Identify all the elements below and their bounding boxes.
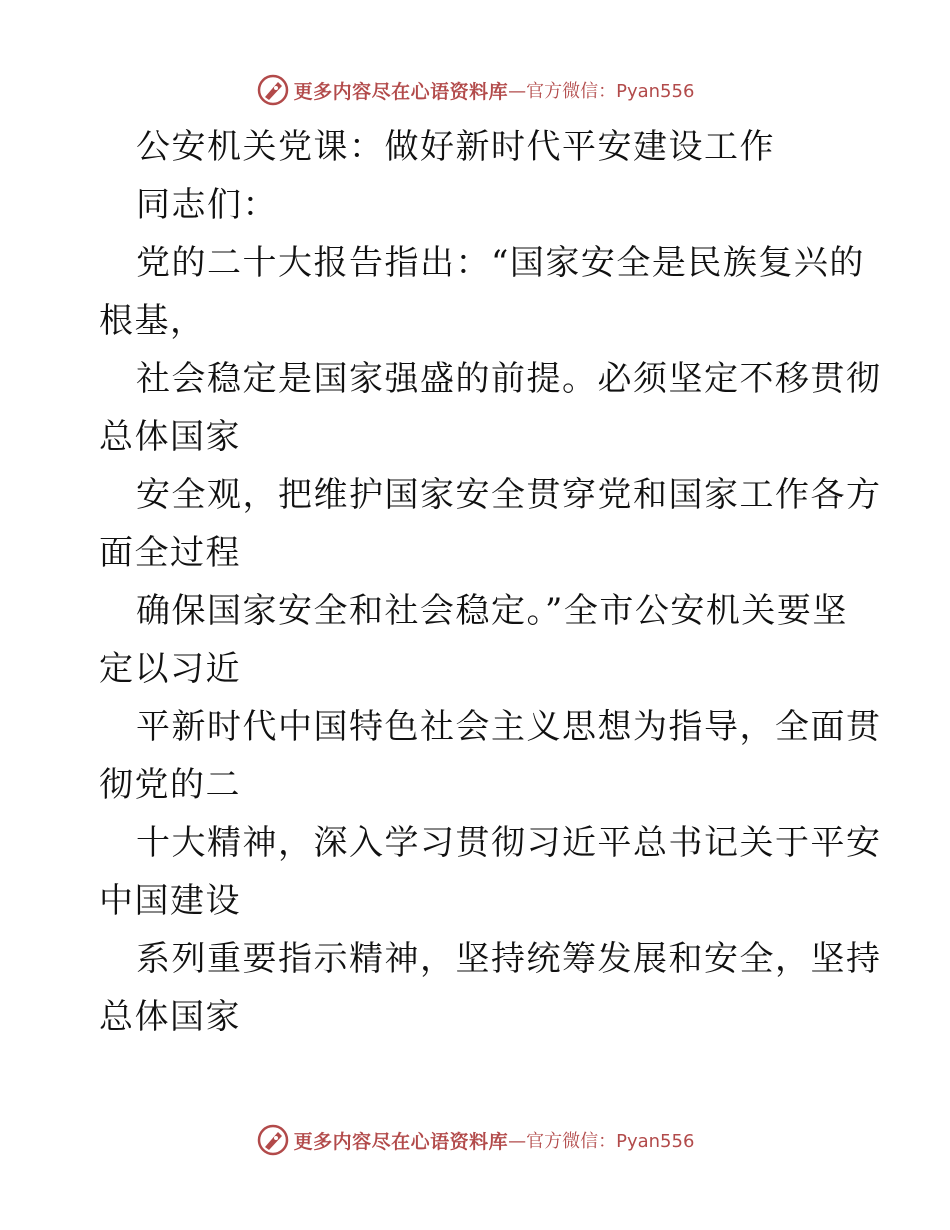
paragraph-line: 社会稳定是国家强盛的前提。必须坚定不移贯彻 bbox=[136, 359, 882, 399]
paragraph-line: 平新时代中国特色社会主义思想为指导，全面贯 bbox=[136, 707, 882, 747]
footer-watermark-text: 更多内容尽在心语资料库 bbox=[293, 1130, 509, 1153]
pen-nib-logo-icon bbox=[256, 73, 290, 107]
paragraph-line: 党的二十大报告指出：“国家安全是民族复兴的 bbox=[136, 243, 865, 283]
header-watermark-contact: —官方微信：Pyan556 bbox=[508, 81, 695, 102]
paragraph-line: 面全过程 bbox=[99, 533, 241, 573]
paragraph-line: 彻党的二 bbox=[99, 765, 241, 805]
header-watermark-text: 更多内容尽在心语资料库 bbox=[293, 80, 509, 103]
paragraph-line: 中国建设 bbox=[99, 881, 241, 921]
paragraph-line: 定以习近 bbox=[99, 649, 241, 689]
paragraph-line: 确保国家安全和社会稳定。”全市公安机关要坚 bbox=[136, 591, 848, 631]
paragraph-line: 安全观，把维护国家安全贯穿党和国家工作各方 bbox=[136, 475, 882, 515]
salutation: 同志们： bbox=[136, 185, 278, 225]
footer-watermark-contact: —官方微信：Pyan556 bbox=[508, 1131, 695, 1152]
paragraph-line: 系列重要指示精神，坚持统筹发展和安全，坚持 bbox=[136, 939, 882, 979]
paragraph-line: 十大精神，深入学习贯彻习近平总书记关于平安 bbox=[136, 823, 882, 863]
paragraph-line: 根基， bbox=[99, 301, 206, 341]
paragraph-line: 总体国家 bbox=[99, 417, 241, 457]
footer-watermark-banner bbox=[0, 1120, 950, 1160]
document-title: 公安机关党课：做好新时代平安建设工作 bbox=[136, 127, 775, 167]
paragraph-line: 总体国家 bbox=[99, 997, 241, 1037]
document-body bbox=[99, 118, 882, 1046]
pen-nib-logo-icon bbox=[256, 1123, 290, 1157]
header-watermark-banner bbox=[0, 70, 950, 110]
